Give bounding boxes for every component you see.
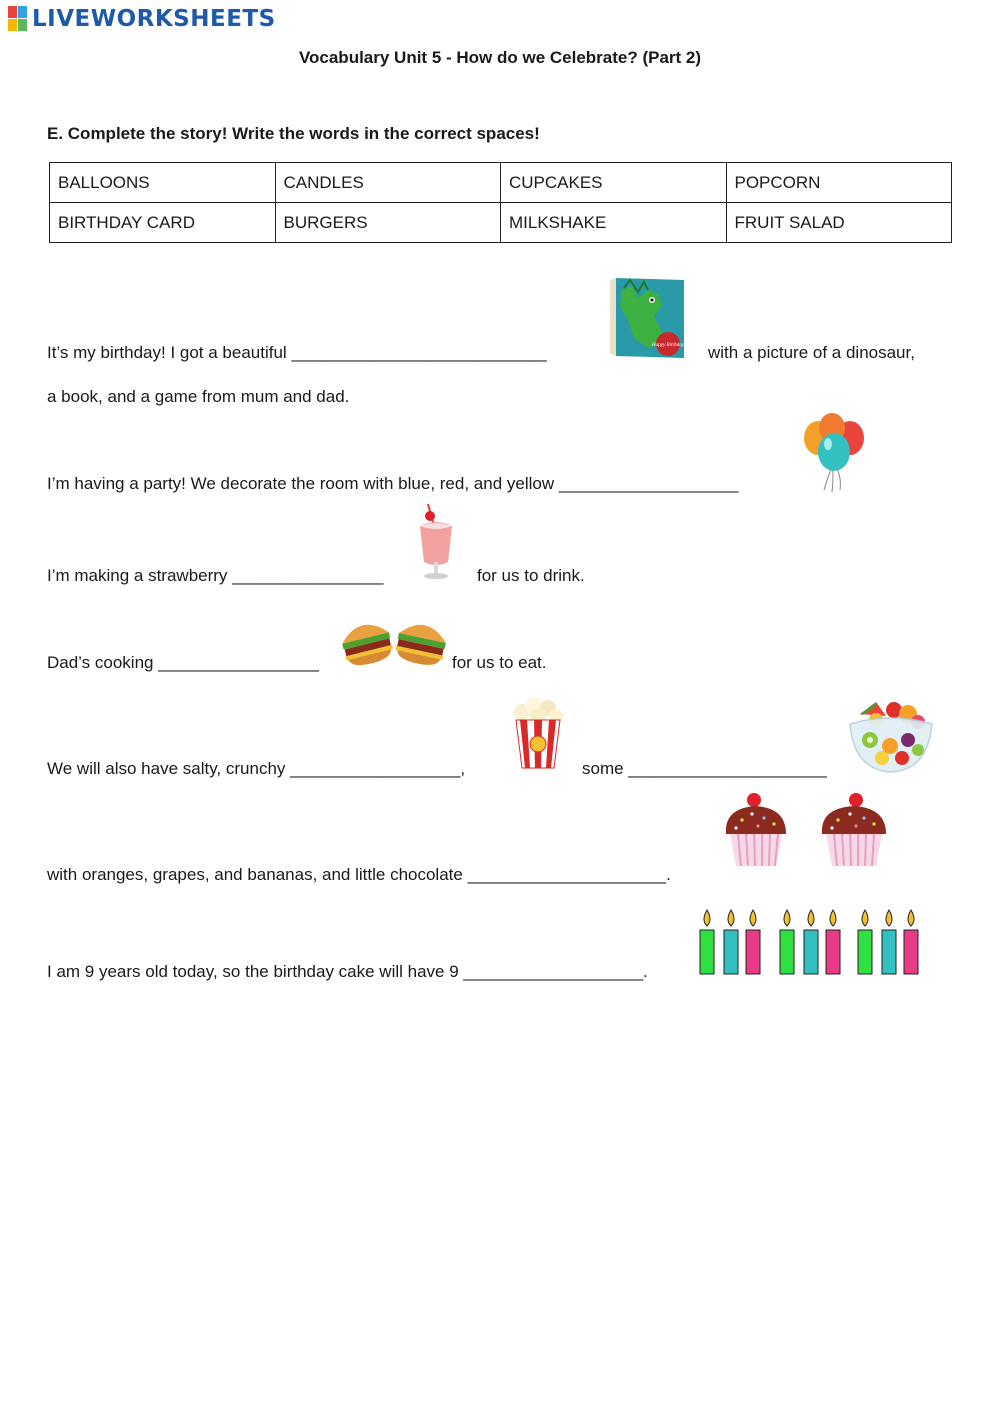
logo-blocks-icon — [8, 6, 28, 32]
fruit-salad-icon — [846, 698, 936, 776]
candle — [858, 910, 872, 974]
sentence-1: It’s my birthday! I got a beautiful ___________________________ — [47, 343, 547, 362]
sentence-4-after: for us to eat. — [452, 653, 547, 672]
answer-blank-burgers[interactable]: _________________ — [158, 653, 319, 672]
word-cell: BALLOONS — [50, 163, 276, 203]
answer-blank-milkshake[interactable]: ________________ — [232, 566, 384, 585]
candle — [904, 910, 918, 974]
sentence-4: Dad’s cooking _________________ — [47, 653, 319, 672]
candle — [882, 910, 896, 974]
birthday-card-icon — [608, 276, 686, 360]
candle — [700, 910, 714, 974]
sentence-2: I’m having a party! We decorate the room with blue, red, and yellow ___________________ — [47, 474, 739, 493]
burgers-icon — [338, 610, 452, 670]
candle — [780, 910, 794, 974]
word-cell: BIRTHDAY CARD — [50, 203, 276, 243]
logo — [8, 4, 276, 34]
sentence-5: We will also have salty, crunchy __________________, — [47, 759, 466, 778]
sentence-3: I’m making a strawberry ________________ — [47, 566, 384, 585]
cupcakes-icon — [724, 790, 890, 868]
word-cell: BURGERS — [275, 203, 501, 243]
instruction: E. Complete the story! Write the words in the correct spaces! — [47, 124, 540, 143]
word-cell: CANDLES — [275, 163, 501, 203]
candle — [746, 910, 760, 974]
candles-icon — [696, 908, 926, 976]
sentence-3-after: for us to drink. — [477, 566, 585, 585]
table-row — [50, 163, 952, 203]
sentence-7: I am 9 years old today, so the birthday cake will have 9 ___________________. — [47, 962, 648, 981]
candle — [826, 910, 840, 974]
word-cell: CUPCAKES — [501, 163, 727, 203]
word-bank-table — [49, 162, 952, 243]
page-title: Vocabulary Unit 5 - How do we Celebrate? (Part 2) — [298, 48, 702, 67]
answer-blank-fruit-salad[interactable]: _____________________ — [628, 759, 827, 778]
card-label: Happy Birthday — [651, 343, 685, 348]
answer-blank-balloons[interactable]: ___________________ — [558, 474, 739, 493]
sentence-6: with oranges, grapes, and bananas, and little chocolate _____________________. — [47, 865, 671, 884]
word-cell: MILKSHAKE — [501, 203, 727, 243]
word-cell: FRUIT SALAD — [726, 203, 952, 243]
candle — [724, 910, 738, 974]
sentence-1-continued: a book, and a game from mum and dad. — [47, 387, 350, 406]
answer-blank-candles[interactable]: ___________________. — [463, 962, 648, 981]
table-row — [50, 203, 952, 243]
word-cell: POPCORN — [726, 163, 952, 203]
sentence-5-mid: some _____________________ — [582, 759, 827, 778]
popcorn-icon — [510, 696, 566, 770]
balloons-icon — [798, 412, 870, 494]
milkshake-icon — [412, 500, 460, 584]
candle — [804, 910, 818, 974]
answer-blank-cupcakes[interactable]: _____________________. — [467, 865, 671, 884]
logo-text: LIVEWORKSHEETS — [32, 6, 276, 32]
answer-blank-popcorn[interactable]: __________________, — [290, 759, 466, 778]
answer-blank-birthday-card[interactable]: ___________________________ — [291, 343, 547, 362]
sentence-1-after: with a picture of a dinosaur, — [708, 343, 915, 362]
